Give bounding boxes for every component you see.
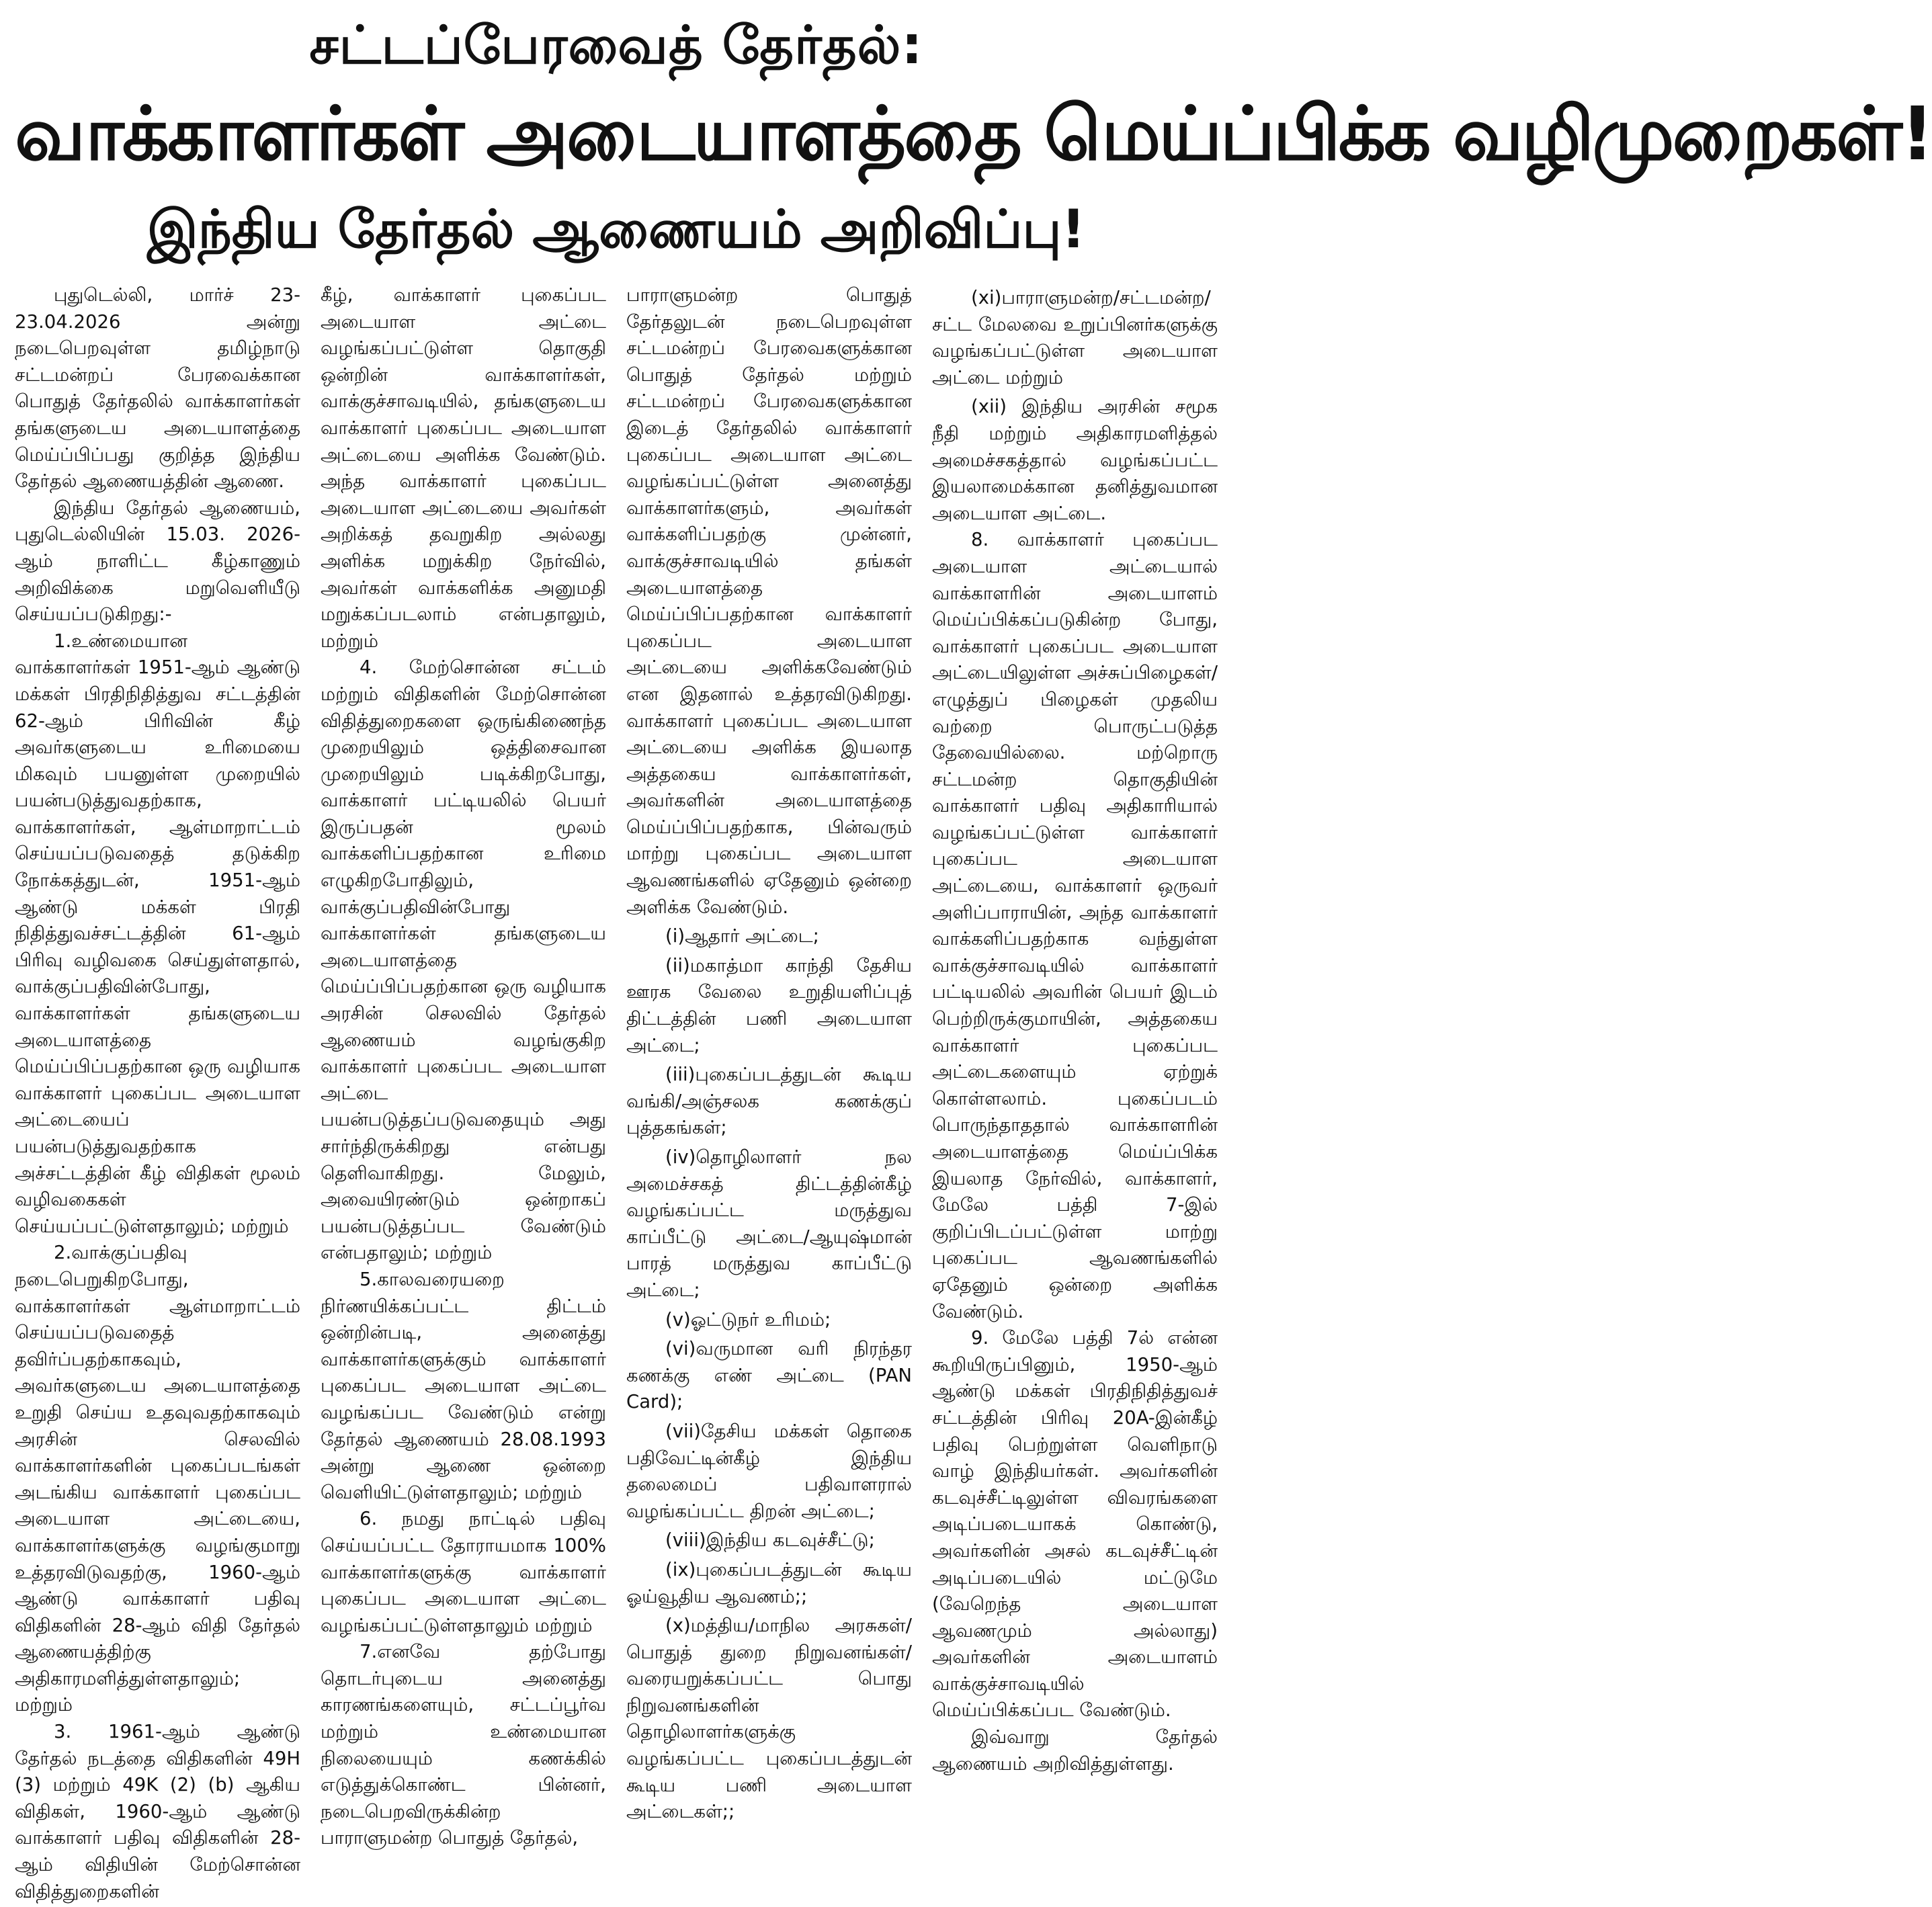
list-item: (vi)வருமான வரி நிரந்தர கணக்கு எண் அட்டை (PAN Card); (626, 1338, 912, 1413)
column-3 (626, 282, 912, 1861)
list-item: (viii)இந்திய கடவுச்சீட்டு; (665, 1529, 875, 1552)
list-item: (xii) இந்திய அரசின் சமூக நீதி மற்றும் அதிகாரமளித்தல் அமைச்சகத்தால் வழங்கப்பட்ட இயலாமைக்கான தனித்துவமான அடையாள அட்டை. (932, 396, 1218, 524)
closing-line: இவ்வாறு தேர்தல் ஆணையம் அறிவித்துள்ளது. (932, 1726, 1218, 1775)
paragraph: 8. வாக்காளர் புகைப்பட அடையாள அட்டையால் வாக்காளரின் அடையாளம் மெய்ப்பிக்கப்படுகின்ற போது, வாக்காளர் புகைப்பட அடையாள அட்டையிலுள்ள அச்சுப்பிழைகள்/எழுத்துப் பிழைகள் முதலிய வற்றை பொருட்படுத்த தேவையில்லை. மற்றொரு சட்டமன்ற தொகுதியின் வாக்காளர் பதிவு அதிகாரியால் வழங்கப்பட்டுள்ள வாக்காளர் புகைப்பட அடையாள அட்டையை, வாக்காளர் ஒருவர் அளிப்பாராயின், அந்த வாக்காளர் வாக்களிப்பதற்காக வந்துள்ள வாக்குச்சாவடியில் வாக்காளர் பட்டியலில் அவரின் பெயர் இடம் பெற்றிருக்குமாயின், அத்தகைய வாக்காளர் புகைப்பட அட்டைகளையும் ஏற்றுக் கொள்ளலாம். புகைப்படம் பொருந்தாததால் வாக்காளரின் அடையாளத்தை மெய்ப்பிக்க இயலாத நேர்வில், வாக்காளர், மேலே பத்தி 7-இல் குறிப்பிடப்பட்டுள்ள மாற்று புகைப்பட ஆவணங்களில் ஏதேனும் ஒன்றை அளிக்க வேண்டும். (932, 529, 1218, 1322)
list-item: (i)ஆதார் அட்டை; (665, 925, 819, 947)
article-body (15, 282, 1218, 1902)
list-item: (ix)புகைப்படத்துடன் கூடிய ஓய்வூதிய ஆவணம்;; (626, 1558, 912, 1607)
kicker-title: சட்டப்பேரவைத் தேர்தல்: (309, 15, 923, 76)
paragraph: கீழ், வாக்காளர் புகைப்பட அடையாள அட்டை வழங்கப்பட்டுள்ள தொகுதி ஒன்றின் வாக்காளர்கள், வாக்குச்சாவடியில், தங்களுடைய வாக்காளர் புகைப்பட அடையாள அட்டையை அளிக்க வேண்டும். அந்த வாக்காளர் புகைப்பட அடையாள அட்டையை அவர்கள் அறிக்கத் தவறுகிற அல்லது அளிக்க மறுக்கிற நேர்வில், அவர்கள் வாக்களிக்க அனுமதி மறுக்கப்படலாம் என்பதாலும், மற்றும் (321, 284, 606, 652)
paragraph: புதுடெல்லி, மார்ச் 23- 23.04.2026 அன்று நடைபெறவுள்ள தமிழ்நாடு சட்டமன்றப் பேரவைக்கான பொதுத் தேர்தலில் வாக்காளர்கள் தங்களுடைய அடையாளத்தை மெய்ப்பிப்பது குறித்த இந்திய தேர்தல் ஆணையத்தின் ஆணை. (15, 284, 300, 493)
paragraph: 6. நமது நாட்டில் பதிவு செய்யப்பட்ட தோராயமாக 100% வாக்காளர்களுக்கு வாக்காளர் புகைப்பட அடையாள அட்டை வழங்கப்பட்டுள்ளதாலும் மற்றும் (321, 1508, 606, 1636)
paragraph: 2.வாக்குப்பதிவு நடைபெறுகிறபோது, வாக்காளர்கள் ஆள்மாறாட்டம் செய்யப்படுவதைத் தவிர்ப்பதற்காகவும், அவர்களுடைய அடையாளத்தை உறுதி செய்ய உதவுவதற்காகவும் அரசின் செலவில் வாக்காளர்களின் புகைப்படங்கள் அடங்கிய வாக்காளர் புகைப்பட அடையாள அட்டையை, வாக்காளர்களுக்கு வழங்குமாறு உத்தரவிடுவதற்கு, 1960-ஆம் ஆண்டு வாக்காளர் பதிவு விதிகளின் 28-ஆம் விதி தேர்தல் ஆணையத்திற்கு அதிகாரமளித்துள்ளதாலும்; மற்றும் (15, 1242, 300, 1716)
column-4 (932, 282, 1218, 1861)
list-item: (iv)தொழிலாளர் நல அமைச்சகத் திட்டத்தின்கீழ் வழங்கப்பட்ட மருத்துவ காப்பீட்டு அட்டை/ஆயுஷ்மான் பாரத் மருத்துவ காப்பீட்டு அட்டை; (626, 1146, 912, 1301)
headline: வாக்காளர்கள் அடையாளத்தை மெய்ப்பிக்க வழிமுறைகள்! (15, 91, 1932, 177)
column-2 (321, 282, 606, 1861)
list-item: (x)மத்திய/மாநில அரசுகள்/பொதுத் துறை நிறுவனங்கள்/வரையறுக்கப்பட்ட பொது நிறுவனங்களின் தொழிலாளர்களுக்கு வழங்கப்பட்ட புகைப்படத்துடன் கூடிய பணி அடையாள அட்டைகள்;; (626, 1615, 912, 1823)
paragraph: 7.எனவே தற்போது தொடர்புடைய அனைத்து காரணங்களையும், சட்டப்பூர்வ மற்றும் உண்மையான நிலையையும் கணக்கில் எடுத்துக்கொண்ட பின்னர், நடைபெறவிருக்கின்ற பாராளுமன்ற பொதுத் தேர்தல், (321, 1641, 606, 1849)
paragraph: 3. 1961-ஆம் ஆண்டு தேர்தல் நடத்தை விதிகளின் 49H (3) மற்றும் 49K (2) (b) ஆகிய விதிகள், 1960-ஆம் ஆண்டு வாக்காளர் பதிவு விதிகளின் 28-ஆம் விதியின் மேற்சொன்ன விதித்துறைகளின் (15, 1721, 300, 1902)
list-item: (ii)மகாத்மா காந்தி தேசிய ஊரக வேலை உறுதியளிப்புத் திட்டத்தின் பணி அடையாள அட்டை; (626, 954, 912, 1056)
paragraph: 9. மேலே பத்தி 7ல் என்ன கூறியிருப்பினும், 1950-ஆம் ஆண்டு மக்கள் பிரதிநிதித்துவச் சட்டத்தின் பிரிவு 20A-இன்கீழ் பதிவு பெற்றுள்ள வெளிநாடு வாழ் இந்தியர்கள். அவர்களின் கடவுச்சீட்டிலுள்ள விவரங்களை அடிப்படையாகக் கொண்டு, அவர்களின் அசல் கடவுச்சீட்டின் அடிப்படையில் மட்டுமே (வேறெந்த அடையாள ஆவணமும் அல்லாது) அவர்களின் அடையாளம் வாக்குச்சாவடியில் மெய்ப்பிக்கப்பட வேண்டும். (932, 1327, 1218, 1722)
paragraph: 1.உண்மையான வாக்காளர்கள் 1951-ஆம் ஆண்டு மக்கள் பிரதிநிதித்துவ சட்டத்தின் 62-ஆம் பிரிவின் கீழ் அவர்களுடைய உரிமையை மிகவும் பயனுள்ள முறையில் பயன்படுத்துவதற்காக, வாக்காளர்கள், ஆள்மாறாட்டம் செய்யப்படுவதைத் தடுக்கிற நோக்கத்துடன், 1951-ஆம் ஆண்டு மக்கள் பிரதி நிதித்துவச்சட்டத்தின் 61-ஆம் பிரிவு வழிவகை செய்துள்ளதால், வாக்குப்பதிவின்போது, வாக்காளர்கள் தங்களுடைய அடையாளத்தை மெய்ப்பிப்பதற்கான ஒரு வழியாக வாக்காளர் புகைப்பட அடையாள அட்டையைப் பயன்படுத்துவதற்காக அச்சட்டத்தின் கீழ் விதிகள் மூலம் வழிவகைகள் செய்யப்பட்டுள்ளதாலும்; மற்றும் (15, 630, 300, 1237)
list-item: (iii)புகைப்படத்துடன் கூடிய வங்கி/அஞ்சலக கணக்குப் புத்தகங்கள்; (626, 1064, 912, 1139)
list-item: (vii)தேசிய மக்கள் தொகை பதிவேட்டின்கீழ் இந்திய தலைமைப் பதிவாளரால் வழங்கப்பட்ட திறன் அட்டை; (626, 1420, 912, 1522)
column-1 (15, 282, 300, 1902)
paragraph: 5.காலவரையறை நிர்ணயிக்கப்பட்ட திட்டம் ஒன்றின்படி, அனைத்து வாக்காளர்களுக்கும் வாக்காளர் புகைப்பட அடையாள அட்டை வழங்கப்பட வேண்டும் என்று தேர்தல் ஆணையம் 28.08.1993 அன்று ஆணை ஒன்றை வெளியிட்டுள்ளதாலும்; மற்றும் (321, 1268, 606, 1503)
paragraph: பாராளுமன்ற பொதுத் தேர்தலுடன் நடைபெறவுள்ள சட்டமன்றப் பேரவைகளுக்கான பொதுத் தேர்தல் மற்றும் சட்டமன்றப் பேரவைகளுக்கான இடைத் தேர்தலில் வாக்காளர் புகைப்பட அடையாள அட்டை வழங்கப்பட்டுள்ள அனைத்து வாக்காளர்களும், அவர்கள் வாக்களிப்பதற்கு முன்னர், வாக்குச்சாவடியில் தங்கள் அடையாளத்தை மெய்ப்பிப்பதற்கான வாக்காளர் புகைப்பட அடையாள அட்டையை அளிக்கவேண்டும் என இதனால் உத்தரவிடுகிறது. வாக்காளர் புகைப்பட அடையாள அட்டையை அளிக்க இயலாத அத்தகைய வாக்காளர்கள், அவர்களின் அடையாளத்தை மெய்ப்பிப்பதற்காக, பின்வரும் மாற்று புகைப்பட அடையாள ஆவணங்களில் ஏதேனும் ஒன்றை அளிக்க வேண்டும். (626, 284, 912, 918)
paragraph: 4. மேற்சொன்ன சட்டம் மற்றும் விதிகளின் மேற்சொன்ன விதித்துறைகளை ஒருங்கிணைந்த முறையிலும் ஒத்திசைவான முறையிலும் படிக்கிறபோது, வாக்காளர் பட்டியலில் பெயர் இருப்பதன் மூலம் வாக்களிப்பதற்கான உரிமை எழுகிறபோதிலும், வாக்குப்பதிவின்போது வாக்காளர்கள் தங்களுடைய அடையாளத்தை மெய்ப்பிப்பதற்கான ஒரு வழியாக அரசின் செலவில் தேர்தல் ஆணையம் வழங்குகிற வாக்காளர் புகைப்பட அடையாள அட்டை பயன்படுத்தப்படுவதையும் அது சார்ந்திருக்கிறது என்பது தெளிவாகிறது. மேலும், அவையிரண்டும் ஒன்றாகப் பயன்படுத்தப்பட வேண்டும் என்பதாலும்; மற்றும் (321, 656, 606, 1264)
list-item: (v)ஓட்டுநர் உரிமம்; (665, 1308, 831, 1330)
list-item: (xi)பாராளுமன்ற/சட்டமன்ற/சட்ட மேலவை உறுப்பினர்களுக்கு வழங்கப்பட்டுள்ள அடையாள அட்டை மற்றும் (932, 287, 1218, 388)
paragraph: இந்திய தேர்தல் ஆணையம், புதுடெல்லியின் 15.03. 2026-ஆம் நாளிட்ட கீழ்காணும் அறிவிக்கை மறுவெளியீடு செய்யப்படுகிறது:- (15, 497, 300, 626)
subheadline: இந்திய தேர்தல் ஆணையம் அறிவிப்பு! (146, 200, 1086, 260)
